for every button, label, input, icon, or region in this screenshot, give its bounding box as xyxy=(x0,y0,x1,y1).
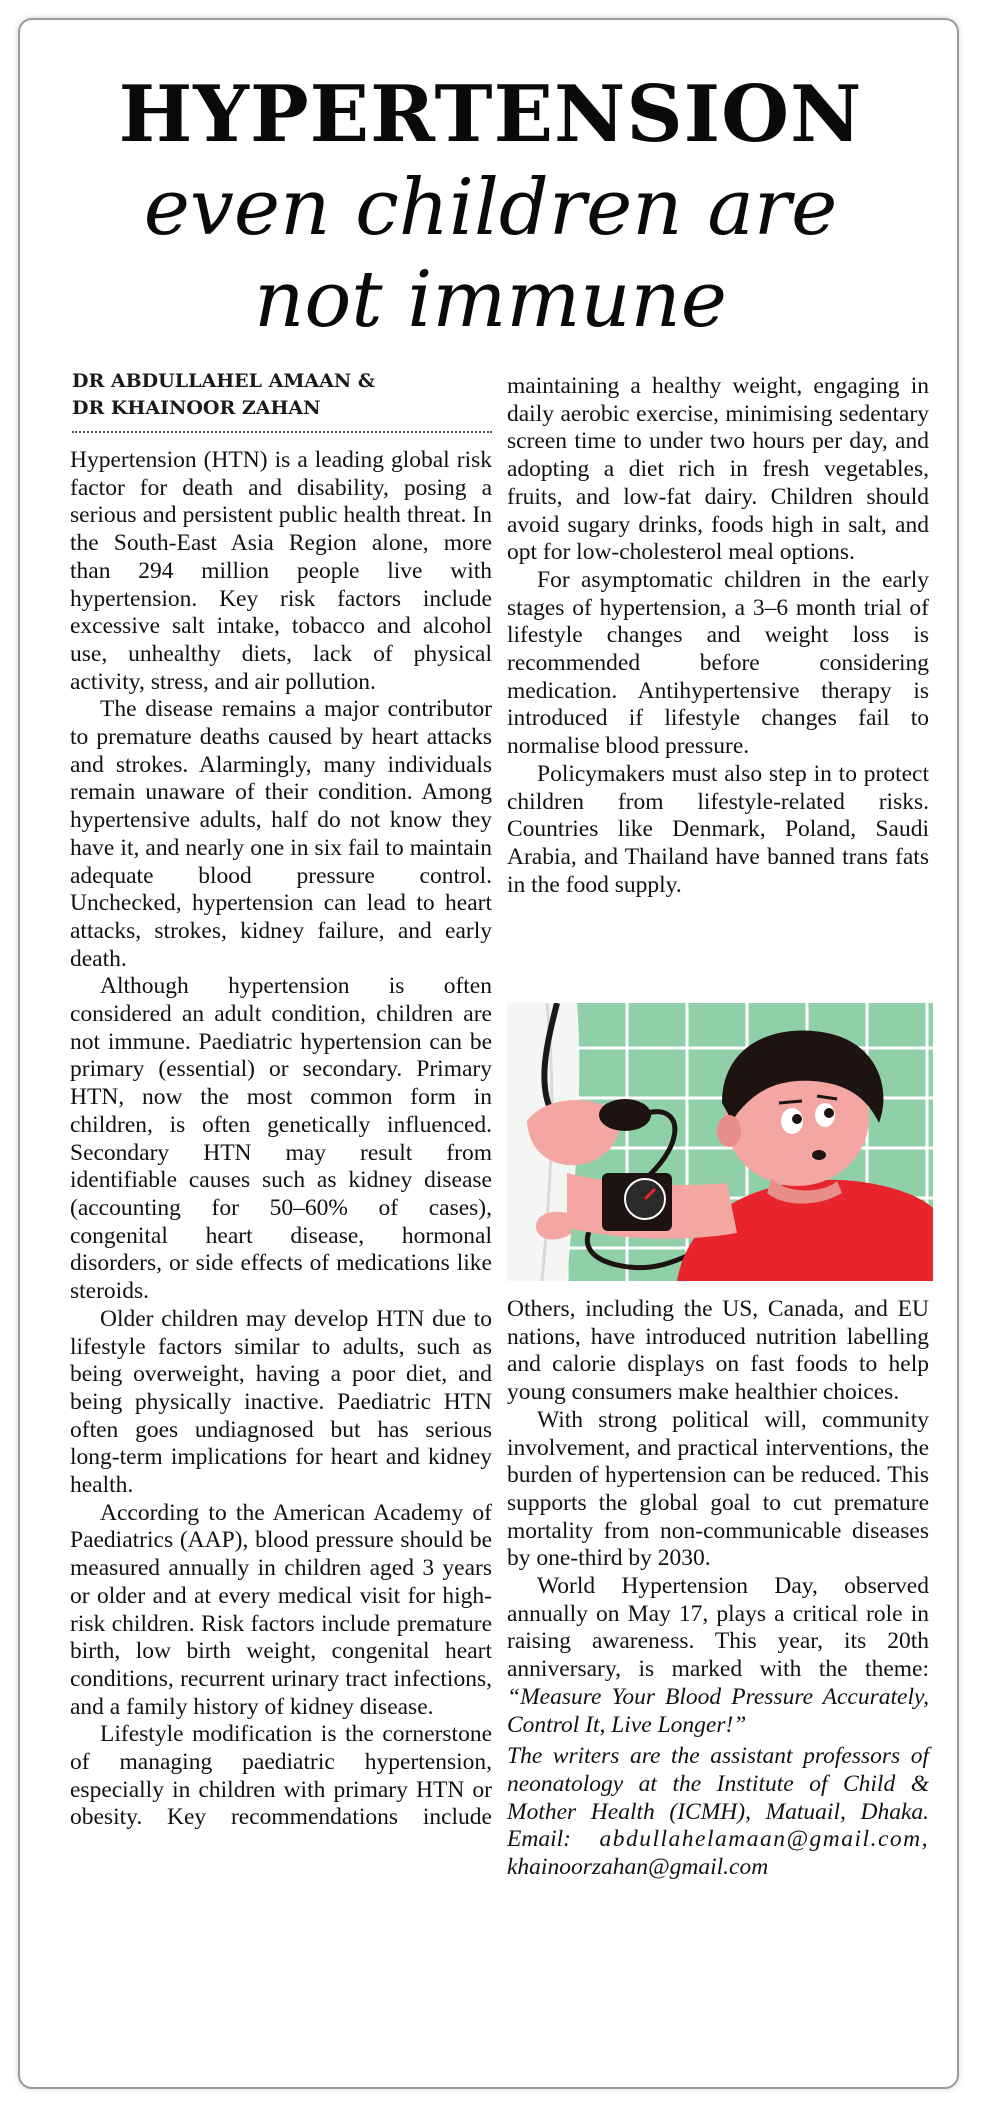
paragraph: Although hypertension is often considered an adult condition, children are not immune. Paediatric hypertension can be primary (essential) or secondary. Primary HTN, now the most common form in children, is often genetically influenced. Secondary HTN may result from identifiable causes such as kidney disease (accounting for 50–60% of cases), congenital heart disease, hormonal disorders, or side effects of medications like steroids. xyxy=(70,973,492,1305)
subhead-line-2: not immune xyxy=(254,255,727,345)
paragraph: Lifestyle modification is the cornerstone of managing paediatric hypertension, especially in children with primary HTN or obesity. Key recommendations include xyxy=(70,1721,492,1831)
paragraph: According to the American Academy of Paediatrics (AAP), blood pressure should be measured annually in children aged 3 years or older and at every medical visit for high-risk children. Risk factors include premature birth, low birth weight, congenital heart conditions, recurrent urinary tract infections, and a family history of kidney disease. xyxy=(70,1499,492,1720)
paragraph: Older children may develop HTN due to lifestyle factors similar to adults, such as being overweight, having a poor diet, and being physically inactive. Paediatric HTN often goes undiagnosed but has serious long-term implications for heart and kidney health. xyxy=(70,1305,492,1499)
column-1 xyxy=(70,447,492,2082)
headline: HYPERTENSION xyxy=(118,69,863,160)
paragraph: For asymptomatic children in the early stages of hypertension, a 3–6 month trial of lifestyle changes and weight loss is recommended before considering medication. Antihypertensive therapy is introduced if lifestyle changes fail to normalise blood pressure. xyxy=(507,566,929,760)
paragraph: Hypertension (HTN) is a leading global risk factor for death and disability, posing a serious and persistent public health threat. In the South-East Asia Region alone, more than 294 million people live with hypertension. Key risk factors include excessive salt intake, tobacco and alcohol use, unhealthy diets, lack of physical activity, stress, and air pollution. xyxy=(70,447,492,695)
article-page xyxy=(18,18,959,2089)
subhead-line-1: even children are xyxy=(143,163,838,253)
paragraph xyxy=(507,1573,929,1739)
paragraph: maintaining a healthy weight, engaging in daily aerobic exercise, minimising sedentary screen time to under two hours per day, and adopting a diet rich in fresh vegetables, fruits, and low-fat dairy. Children should avoid sugary drinks, foods high in salt, and opt for low-cholesterol meal options. xyxy=(507,373,929,566)
illustration-svg xyxy=(507,1003,933,1281)
byline xyxy=(72,368,492,422)
byline-author-2: DR KHAINOOR ZAHAN xyxy=(72,397,321,419)
paragraph: With strong political will, community involvement, and practical interventions, the burden of hypertension can be reduced. This supports the global goal to cut premature mortality from non-communicable diseases by one-third by 2030. xyxy=(507,1406,929,1572)
column-3 xyxy=(507,1296,929,2086)
column-2 xyxy=(507,373,929,973)
theme-quote: “Measure Your Blood Pressure Accurately, Control It, Live Longer!” xyxy=(507,1683,929,1738)
subheadline xyxy=(20,162,961,346)
paragraph-lead: World Hypertension Day, observed annually on May 17, plays a critical role in raising awareness. This year, its 20th anniversary, is marked with the theme: xyxy=(507,1573,929,1683)
paragraph: Others, including the US, Canada, and EU nations, have introduced nutrition labelling and calorie displays on fast foods to help young consumers make healthier choices. xyxy=(507,1296,929,1406)
byline-divider xyxy=(72,431,492,433)
email-link-2[interactable]: khainoorzahan@gmail.com xyxy=(507,1854,769,1881)
author-note xyxy=(507,1743,929,1882)
paragraph: Policymakers must also step in to protect children from lifestyle-related risks. Countries like Denmark, Poland, Saudi Arabia, and Thailand have banned trans fats in the food supply. xyxy=(507,760,929,898)
child-blood-pressure-illustration-icon xyxy=(507,1003,933,1281)
author-note-text: The writers are the assistant professors of neonatology at the Institute of Child & Mother Health (ICMH), Matuail, Dhaka. Email: xyxy=(507,1743,929,1853)
paragraph: The disease remains a major contributor to premature deaths caused by heart attacks and strokes. Alarmingly, many individuals remain unaware of their condition. Among hypertensive adults, half do not know they have it, and nearly one in six fail to maintain adequate blood pressure control. Unchecked, hypertension can lead to heart attacks, strokes, kidney failure, and early death. xyxy=(70,696,492,972)
byline-author-1: DR ABDULLAHEL AMAAN & xyxy=(72,370,375,392)
email-link-1[interactable]: abdullahelamaan@gmail.com, xyxy=(599,1826,929,1853)
pump-bulb-icon xyxy=(599,1099,651,1131)
